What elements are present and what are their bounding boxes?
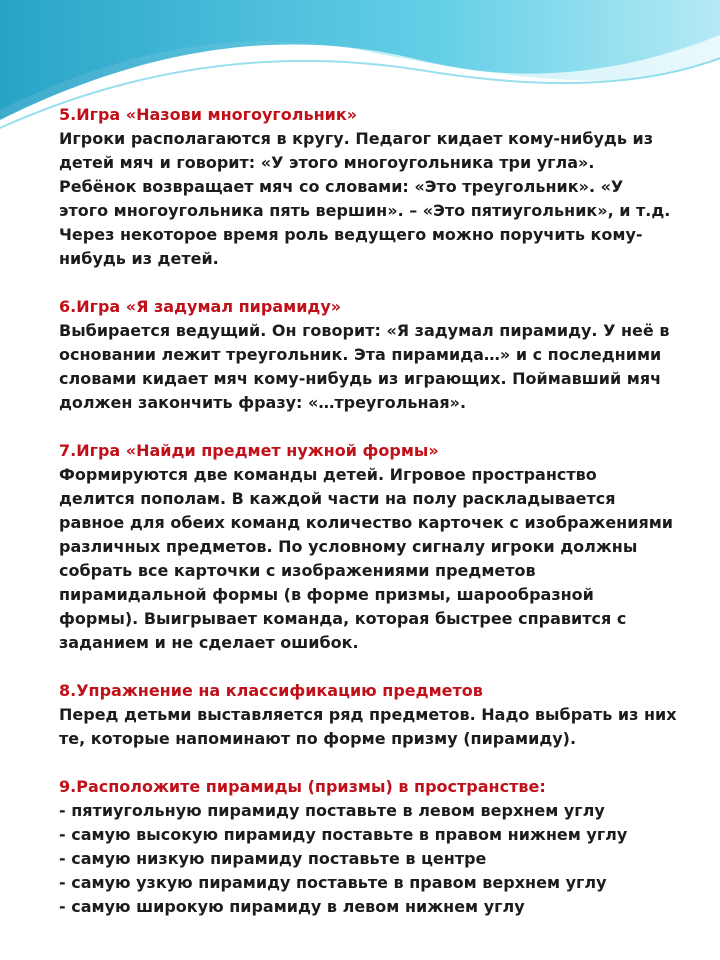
text-line: должен закончить фразу: «…треугольная». <box>59 393 467 412</box>
text-line: те, которые напоминают по форме призму (пирамиду). <box>59 729 577 748</box>
section-8 <box>59 679 699 751</box>
text-line: Ребёнок возвращает мяч со словами: «Это треугольник». «У <box>59 177 624 196</box>
text-line: равное для обеих команд количество карточек с изображениями <box>59 513 673 532</box>
section-text <box>59 319 699 415</box>
section-title: 7.Игра «Найди предмет нужной формы» <box>59 441 439 460</box>
text-line: различных предметов. По условному сигналу игроки должны <box>59 537 638 556</box>
text-line: собрать все карточки с изображениями предметов <box>59 561 536 580</box>
section-9 <box>59 775 699 919</box>
section-title: 8.Упражнение на классификацию предметов <box>59 681 483 700</box>
text-line: Игроки располагаются в кругу. Педагог кидает кому-нибудь из <box>59 129 654 148</box>
list-item: - пятиугольную пирамиду поставьте в левом верхнем углу <box>59 801 605 820</box>
section-text <box>59 127 699 271</box>
section-title: 5.Игра «Назови многоугольник» <box>59 105 358 124</box>
text-line: Выбирается ведущий. Он говорит: «Я задумал пирамиду. У неё в <box>59 321 670 340</box>
text-line: словами кидает мяч кому-нибудь из играющих. Поймавший мяч <box>59 369 662 388</box>
section-6 <box>59 295 699 415</box>
list-item: - самую широкую пирамиду в левом нижнем углу <box>59 897 525 916</box>
text-line: Формируются две команды детей. Игровое пространство <box>59 465 597 484</box>
text-line: нибудь из детей. <box>59 249 219 268</box>
section-text <box>59 799 699 919</box>
document-body <box>59 103 699 943</box>
text-line: пирамидальной формы (в форме призмы, шарообразной <box>59 585 594 604</box>
text-line: Перед детьми выставляется ряд предметов. Надо выбрать из них <box>59 705 677 724</box>
text-line: этого многоугольника пять вершин». – «Это пятиугольник», и т.д. <box>59 201 671 220</box>
text-line: детей мяч и говорит: «У этого многоугольника три угла». <box>59 153 595 172</box>
section-text <box>59 463 699 655</box>
section-text <box>59 703 699 751</box>
list-item: - самую высокую пирамиду поставьте в правом нижнем углу <box>59 825 628 844</box>
section-7 <box>59 439 699 655</box>
list-item: - самую низкую пирамиду поставьте в центре <box>59 849 487 868</box>
list-item: - самую узкую пирамиду поставьте в правом верхнем углу <box>59 873 607 892</box>
section-title: 9.Расположите пирамиды (призмы) в пространстве: <box>59 777 546 796</box>
section-title: 6.Игра «Я задумал пирамиду» <box>59 297 342 316</box>
text-line: основании лежит треугольник. Эта пирамида…» и с последними <box>59 345 662 364</box>
text-line: заданием и не сделает ошибок. <box>59 633 359 652</box>
section-5 <box>59 103 699 271</box>
text-line: делится пополам. В каждой части на полу раскладывается <box>59 489 616 508</box>
text-line: формы). Выигрывает команда, которая быстрее справится с <box>59 609 627 628</box>
text-line: Через некоторое время роль ведущего можно поручить кому- <box>59 225 643 244</box>
